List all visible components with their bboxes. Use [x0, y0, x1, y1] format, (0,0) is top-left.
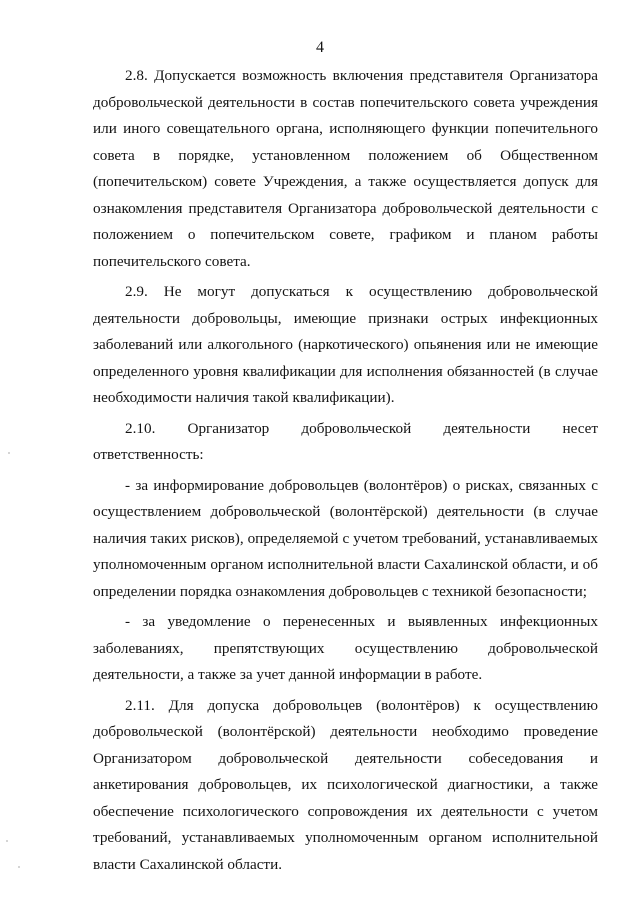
scan-artifact: [8, 452, 10, 454]
list-item-notification: - за уведомление о перенесенных и выявленных инфекционных заболеваниях, препятствующих осуществлению добровольческой деятельности, а также за учет данной информации в работе.: [93, 613, 598, 683]
paragraph-2-8: 2.8. Допускается возможность включения представителя Организатора добровольческой деятельности в состав попечительского совета учреждения или иного совещательного органа, исполняющего функции попечительного совета в порядке, установленном положением об Общественном (попечительском) совете Учреждения, а также осуществляется допуск для ознакомления представителя Организатора добровольческой деятельности с положением о попечительском совете, графиком и планом работы попечительского совета.: [93, 67, 598, 270]
list-item-informing: - за информирование добровольцев (волонтёров) о рисках, связанных с осуществлением добровольческой (волонтёрской) деятельности (в случае наличия таких рисков), определяемой с учетом требований, устанавливаемых уполномоченным органом исполнительной власти Сахалинской области, и об определении порядка ознакомления добровольцев с техникой безопасности;: [93, 476, 598, 600]
paragraph-2-11: 2.11. Для допуска добровольцев (волонтёров) к осуществлению добровольческой (волонтёрской) деятельности необходимо проведение Организатором добровольческой деятельности собеседования и анкетирования добровольцев, их психологической диагностики, а также обеспечение психологического сопровождения их деятельности с учетом требований, устанавливаемых уполномоченным органом исполнительной власти Сахалинской области.: [93, 696, 598, 873]
page-number: 4: [316, 39, 324, 56]
paragraph-2-10: 2.10. Организатор добровольческой деятельности несет ответственность:: [93, 419, 598, 463]
scan-artifact: [18, 866, 20, 868]
document-body: [93, 63, 598, 882]
scan-artifact: [6, 840, 8, 842]
paragraph-2-9: 2.9. Не могут допускаться к осуществлению добровольческой деятельности добровольцы, имеющие признаки острых инфекционных заболеваний или алкогольного (наркотического) опьянения или не имеющие определенного уровня квалификации для исполнения обязанностей (в случае необходимости наличия такой квалификации).: [93, 283, 598, 406]
